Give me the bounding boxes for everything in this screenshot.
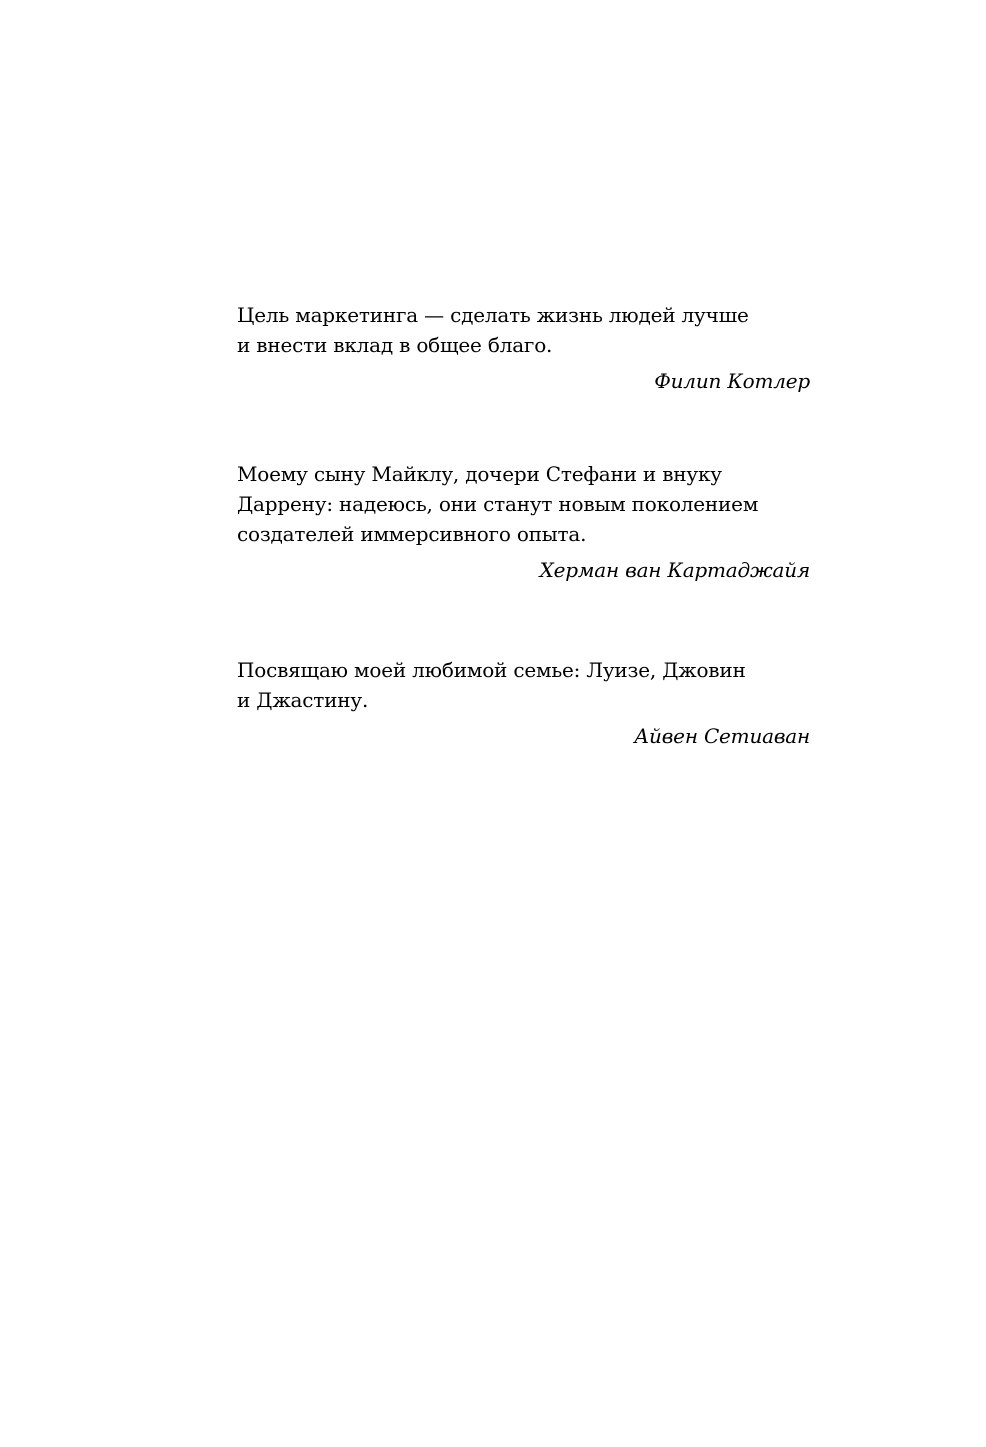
dedication-setiawan [237, 655, 810, 751]
dedication-kartajaya [237, 459, 810, 585]
dedication-line: и внести вклад в общее благо. [237, 333, 553, 357]
dedication-line: создателей иммерсивного опыта. [237, 522, 587, 546]
dedication-author: Филип Котлер [654, 369, 810, 393]
dedication-author: Херман ван Картаджайя [539, 558, 810, 582]
dedication-line: Даррену: надеюсь, они станут новым поколением [237, 492, 759, 516]
dedication-author: Айвен Сетиаван [634, 724, 810, 748]
dedication-line: Моему сыну Майклу, дочери Стефани и внуку [237, 462, 722, 486]
dedication-line: Цель маркетинга — сделать жизнь людей лучше [237, 303, 749, 327]
dedication-line: Посвящаю моей любимой семье: Луизе, Джовин [237, 658, 746, 682]
dedication-line: и Джастину. [237, 688, 369, 712]
dedication-page [237, 0, 810, 1447]
dedication-kotler [237, 300, 810, 396]
